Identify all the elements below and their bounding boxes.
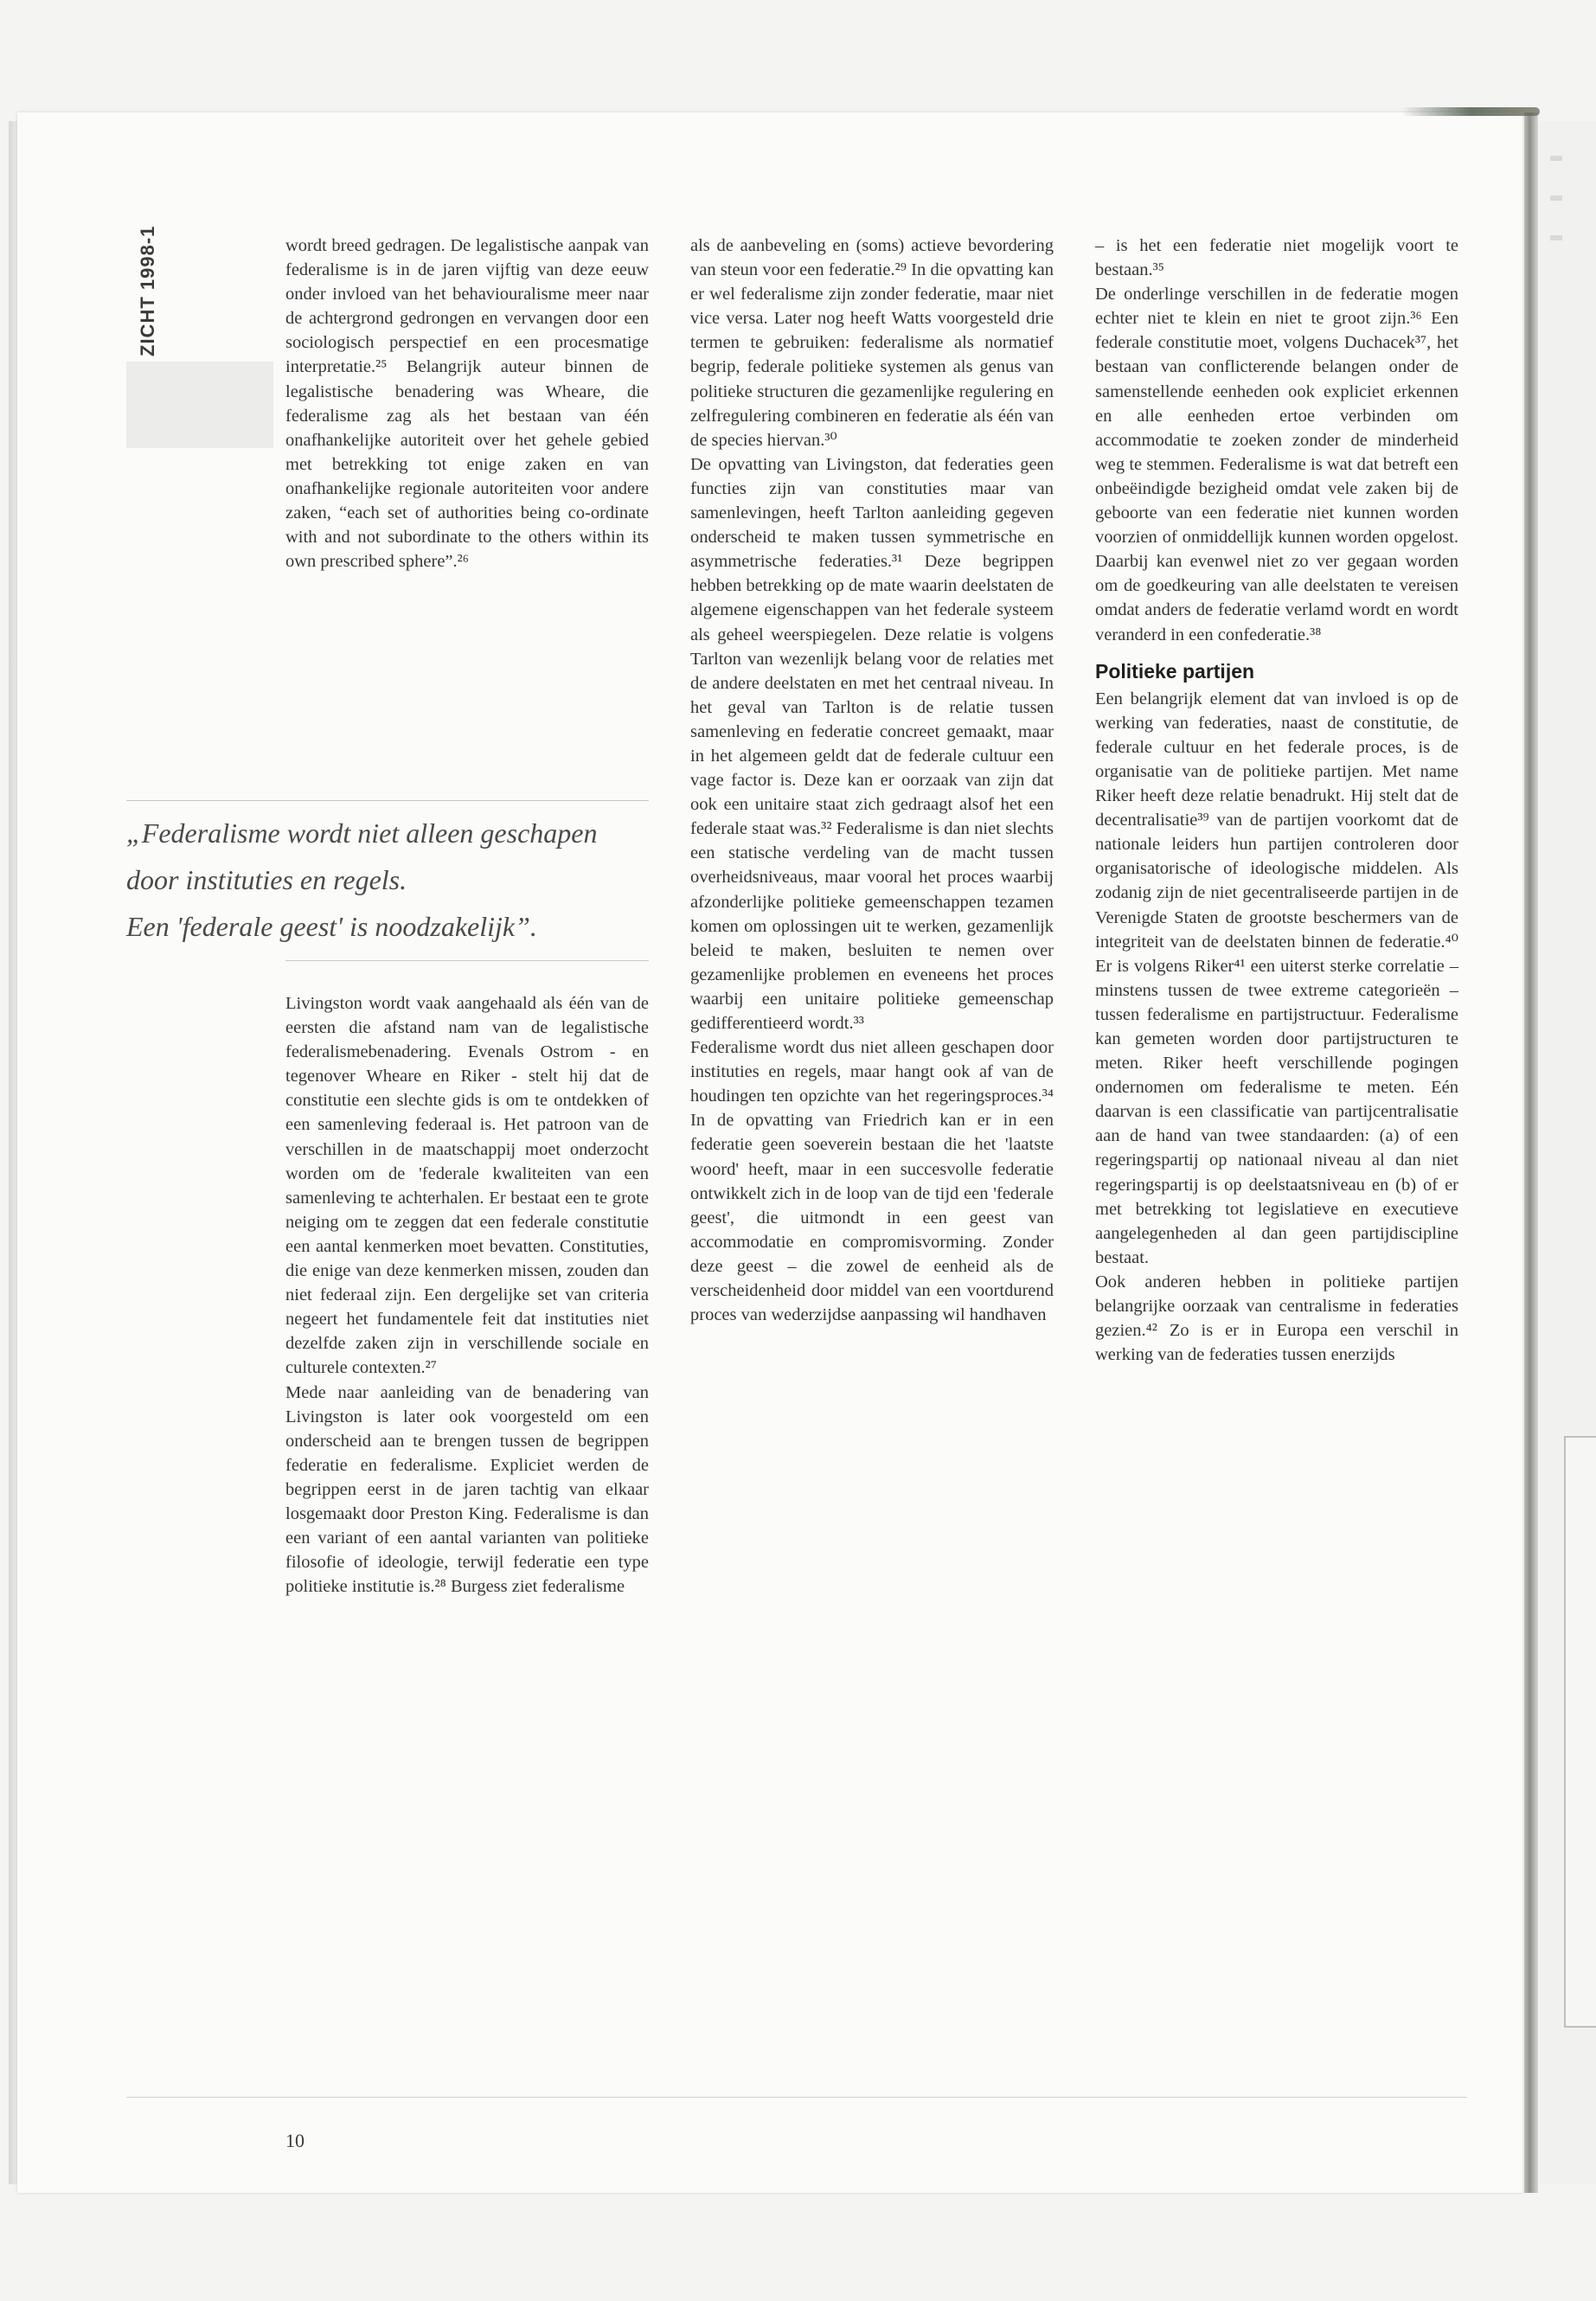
facing-page-edge	[1538, 121, 1596, 2184]
pull-quote-line: door instituties en regels.	[126, 864, 407, 895]
paragraph: Federalisme wordt dus niet alleen geschapen door instituties en regels, maar hangt ook af van de houdingen ten opzichte van het regeringsproces.³⁴ In de opvatting van Friedrich kan er in een federatie geen soeverein bestaan die het 'laatste woord' heeft, maar in een succesvolle federatie ontwikkelt zich in de loop van de tijd een 'federale geest', die uitmondt in een geest van accommodatie en compromisvorming. Zonder deze geest – die zowel de eenheid als de verscheidenheid door middel van een voortdurend proces van wederzijdse aanpassing wil handhaven	[690, 1038, 1054, 1325]
paragraph: wordt breed gedragen. De legalistische aanpak van federalisme is in de jaren vijftig van deze eeuw onder invloed van het behaviouralisme meer naar de achtergrond gedrongen en vervangen door een sociologisch perspectief en een procesmatige interpretatie.²⁵ Belangrijk auteur binnen de legalistische benadering was Wheare, die federalisme zag als het bestaan van één onafhankelijke autoriteit over het gehele gebied met betrekking tot enige zaken en van onafhankelijke regionale autoriteiten voor andere zaken, “each set of authorities being co-ordinate with and not subordinate to the others within its own prescribed sphere”.²⁶	[285, 236, 649, 572]
paragraph: Ook anderen hebben in politieke partijen belangrijke oorzaak van centralisme in federaties gezien.⁴² Zo is er in Europa een verschil in werking van de federaties tussen enerzijds	[1095, 1272, 1458, 1365]
quote-rule-top	[126, 800, 649, 801]
paragraph: – is het een federatie niet mogelijk voort te bestaan.³⁵	[1095, 236, 1458, 280]
pull-quote-line: „Federalisme wordt niet alleen geschapen	[126, 817, 598, 849]
facing-page-box	[1564, 1436, 1596, 2028]
quote-rule-bottom	[285, 960, 649, 961]
column-1-top	[285, 234, 649, 574]
journal-tag: ZICHT 1998-1	[137, 225, 158, 356]
column-1-bottom	[285, 991, 649, 1599]
book-gutter	[1524, 112, 1538, 2193]
column-3	[1095, 234, 1458, 1367]
column-2	[690, 234, 1054, 1327]
paragraph: als de aanbeveling en (soms) actieve bevordering van steun voor een federatie.²⁹ In die opvatting kan er wel federalisme zijn zonder federatie, maar niet vice versa. Later nog heeft Watts voorgesteld drie termen te gebruiken: federalisme als normatief begrip, federale politieke systemen als genus van politieke structuren die gezamenlijke regulering en zelfregulering combineren en federatie als één van de species hiervan.³⁰	[690, 236, 1054, 450]
paragraph: Livingston wordt vaak aangehaald als één van de eersten die afstand nam van de legalistische federalismebenadering. Evenals Ostrom - en tegenover Wheare en Riker - stelt hij dat de constitutie een slechte gids is om te ontdekken of een samenleving federaal is. Het patroon van de verschillen in de maatschappij moet onderzocht worden om de 'federale kwaliteiten van een samenleving te achterhalen. Er bestaat een te grote neiging om te zeggen dat een federale constitutie een aantal kenmerken moet bevatten. Constituties, die enige van deze kenmerken missen, zouden dan niet federaal zijn. Een dergelijke set van criteria negeert het fundamentele feit dat instituties niet dezelfde zaken zijn in verschillende sociale en culturele contexten.²⁷	[285, 994, 649, 1378]
paragraph: De opvatting van Livingston, dat federaties geen functies zijn van constituties maar van samenlevingen, heeft Tarlton aanleiding gegeven onderscheid te maken tussen symmetrische en asymmetrische federaties.³¹ Deze begrippen hebben betrekking op de mate waarin deelstaten de algemene eigenschappen van het federale systeem als geheel weerspiegelen. Deze relatie is volgens Tarlton van wezenlijk belang voor de relaties met de andere deelstaten en met het centraal niveau. In het geval van Tarlton is de relatie tussen samenleving en federatie concreet gemaakt, maar in het algemeen geldt dat de federale cultuur een vage factor is. Deze kan er oorzaak van zijn dat ook een unitaire staat zich gedraagt alsof het een federale staat was.³² Federalisme is dan niet slechts een statische verdeling van de macht tussen overheidsniveaus, maar vooral het proces waarbij afzonderlijke politieke gemeenschappen tezamen komen om oplossingen uit te werken, gezamenlijk beleid te maken, besluiten te nemen over gezamenlijke problemen en eveneens het proces waarbij een unitaire politieke gemeenschap gedifferentieerd wordt.³³	[690, 454, 1054, 1033]
pull-quote	[126, 810, 649, 950]
paragraph: Een belangrijk element dat van invloed is op de werking van federaties, naast de constitutie, de federale cultuur en het federale proces, is de organisatie van de politieke partijen. Met name Riker heeft deze relatie benadrukt. Hij stelt dat de decentralisatie³⁹ van de partijen voorkomt dat de nationale leiders hun partijen controleren door organisatorische of ideologische middelen. Als zodanig zijn de niet gecentraliseerde partijen in de Verenigde Staten de grootste beschermers van de integriteit van de deelstaten binnen de federatie.⁴⁰ Er is volgens Riker⁴¹ een uiterst sterke correlatie – minstens tussen de twee extreme categorieën – tussen federalisme en partijstructuur. Federalisme kan gemeten worden door partijstructuren te meten. Riker heeft verschillende pogingen ondernomen om federalisme te meten. Eén daarvan is een classificatie van partijcentralisatie aan de hand van twee standaarden: (a) of een regeringspartij op nationaal niveau al dan niet regeringspartij is op deelstaatsniveau en (b) of er met betrekking tot legislatieve en executieve aangelegenheden al dan geen partijdiscipline bestaat.	[1095, 689, 1458, 1267]
footer-rule	[126, 2097, 1467, 2098]
section-heading: Politieke partijen	[1095, 659, 1255, 683]
paragraph: De onderlinge verschillen in de federatie mogen echter niet te klein en niet te groot zijn.³⁶ Een federale constitutie moet, volgens Duchacek³⁷, het bestaan van conflicterende belangen onder de samenstellende eenheden ook expliciet erkennen en alle eenheden ertoe verbinden om accommodatie te zoeken zonder de minderheid weg te stemmen. Federalisme is wat dat betreft een onbeëindigde bezigheid omdat vele zaken bij de geboorte van een federatie niet kunnen worden voorzien of onmiddellijk kunnen worden opgelost. Daarbij kan evenwel niet zo ver gegaan worden om de goedkeuring van alle deelstaten te vereisen omdat anders de federatie verlamd wordt en wordt veranderd in een confederatie.³⁸	[1095, 285, 1458, 644]
paragraph: Mede naar aanleiding van de benadering van Livingston is later ook voorgesteld om een onderscheid aan te brengen tussen de begrippen federatie en federalisme. Expliciet werden de begrippen eerst in de jaren tachtig van elkaar losgemaakt door Preston King. Federalisme is dan een variant of een aantal varianten van politieke filosofie of ideologie, terwijl federatie een type politieke institutie is.²⁸ Burgess ziet federalisme	[285, 1382, 649, 1597]
page-number: 10	[285, 2130, 304, 2151]
binding-mark	[1401, 107, 1540, 116]
margin-gray-block	[126, 362, 273, 448]
pull-quote-line: Een 'federale geest' is noodzakelijk”.	[126, 911, 537, 942]
